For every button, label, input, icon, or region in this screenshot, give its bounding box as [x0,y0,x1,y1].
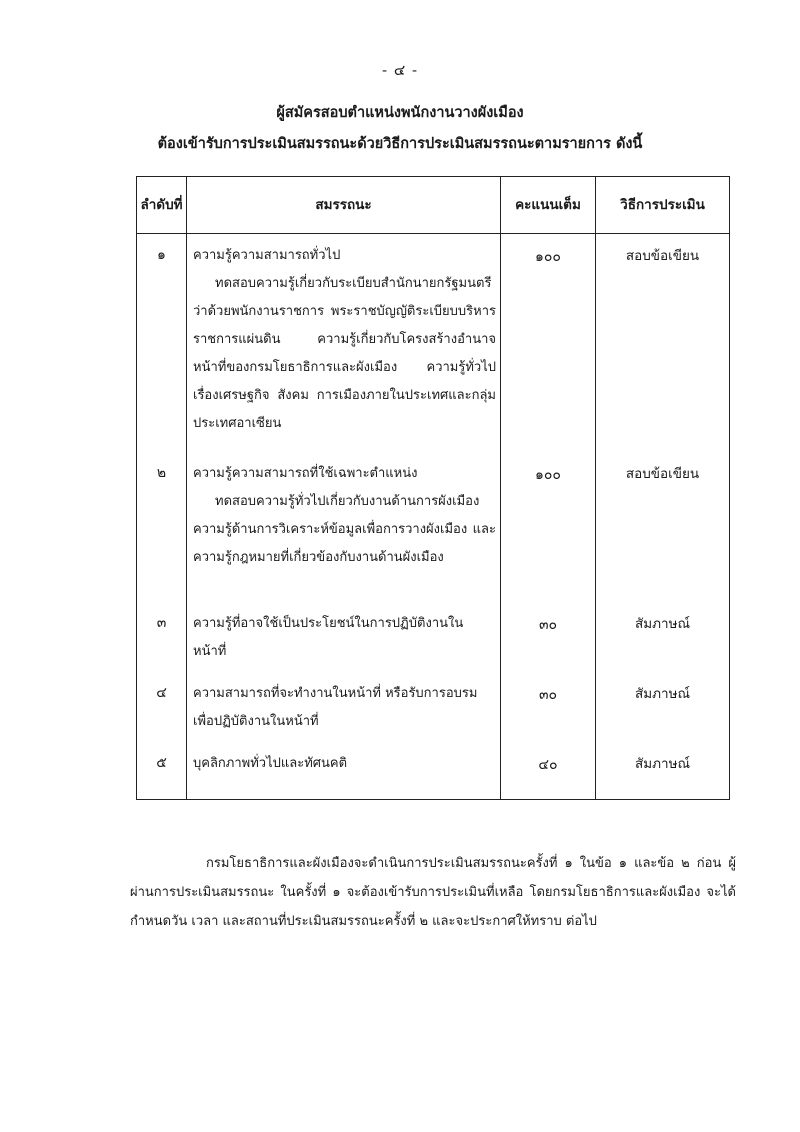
assessment-method: สอบข้อเขียน [596,452,730,602]
competency-title: ความรู้ความสามารถทั่วไป [193,248,341,263]
row-number: ๒ [137,452,187,602]
row-number: ๑ [137,234,187,452]
competency-title: ความรู้ที่อาจใช้เป็นประโยชน์ในการปฏิบัติงานในหน้าที่ [193,615,464,659]
assessment-method: สัมภาษณ์ [596,672,730,742]
header-method: วิธีการประเมิน [596,177,730,234]
table-row [137,672,730,742]
header-competency: สมรรถนะ [187,177,501,234]
competency-cell [187,234,501,452]
competency-cell [187,742,501,800]
table-row [137,234,730,452]
competency-cell [187,672,501,742]
competency-title: ความรู้ความสามารถที่ใช้เฉพาะตำแหน่ง [193,465,418,481]
competency-title: ความสามารถที่จะทำงานในหน้าที่ หรือรับการอบรมเพื่อปฏิบัติงานในหน้าที่ [193,685,478,729]
document-subtitle: ต้องเข้ารับการประเมินสมรรถนะด้วยวิธีการประเมินสมรรถนะตามรายการ ดังนี้ [157,135,643,152]
competency-cell [187,452,501,602]
competency-title: บุคลิกภาพทั่วไปและทัศนคติ [193,755,348,771]
assessment-method: สัมภาษณ์ [596,742,730,800]
footer-paragraph: กรมโยธาธิการและผังเมืองจะดำเนินการประเมินสมรรถนะครั้งที่ ๑ ในข้อ ๑ และข้อ ๒ ก่อน ผู้ผ่านการประเมินสมรรถนะ ในครั้งที่ ๑ จะต้องเข้ารับการประเมินที่เหลือ โดยกรมโยธาธิการและผังเมือง จะได้กำหนดวัน เวลา และสถานที่ประเมินสมรรถนะครั้งที่ ๒ และจะประกาศให้ทราบ ต่อไป [130,856,736,929]
full-score: ๔๐ [501,742,596,800]
full-score: ๑๐๐ [501,234,596,452]
table-row [137,602,730,672]
full-score: ๓๐ [501,602,596,672]
row-number: ๔ [137,672,187,742]
competency-description: ทดสอบความรู้ทั่วไปเกี่ยวกับงานด้านการผังเมือง ความรู้ด้านการวิเคราะห์ข้อมูลเพื่อการวางผังเมือง และความรู้กฎหมายที่เกี่ยวข้องกับงานด้านผังเมือง [193,493,496,565]
table-row [137,452,730,602]
competency-table [136,176,730,800]
full-score: ๑๐๐ [501,452,596,602]
full-score: ๓๐ [501,672,596,742]
row-number: ๕ [137,742,187,800]
header-full-score: คะแนนเต็ม [501,177,596,234]
assessment-method: สัมภาษณ์ [596,602,730,672]
assessment-method: สอบข้อเขียน [596,234,730,452]
document-title: ผู้สมัครสอบตำแหน่งพนักงานวางผังเมือง [276,104,524,121]
page-number: - ๔ - [381,61,419,79]
row-number: ๓ [137,602,187,672]
table-header-row [137,177,730,234]
competency-description: ทดสอบความรู้เกี่ยวกับระเบียบสำนักนายกรัฐมนตรีว่าด้วยพนักงานราชการ พระราชบัญญัติระเบียบบริหารราชการแผ่นดิน ความรู้เกี่ยวกับโครงสร้างอำนาจหน้าที่ของกรมโยธาธิการและผังเมือง ความรู้ทั่วไปเรื่องเศรษฐกิจ สังคม การเมืองภายในประเทศและกลุ่มประเทศอาเซียน [193,276,496,431]
table-row [137,742,730,800]
competency-cell [187,602,501,672]
header-order: ลำดับที่ [137,177,187,234]
